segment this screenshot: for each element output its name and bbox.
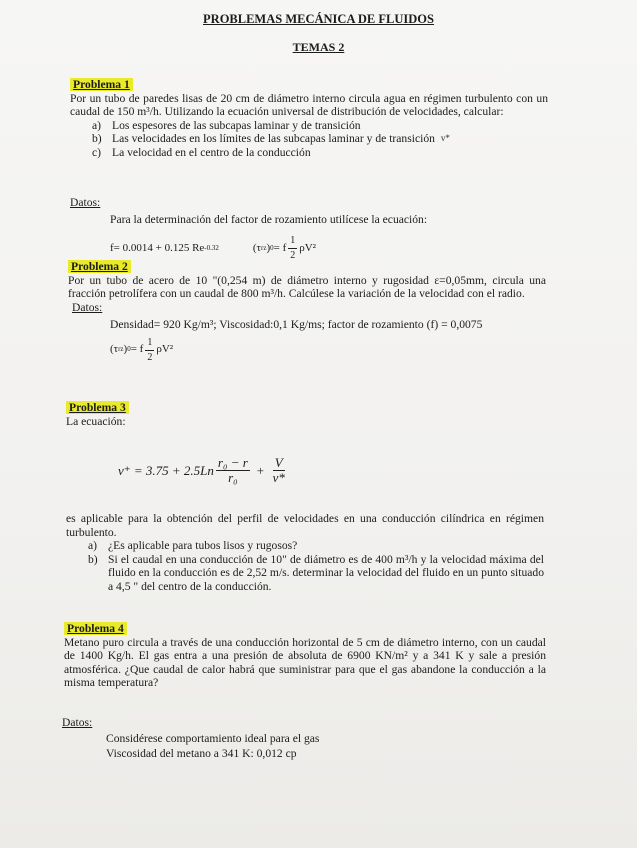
datos-line: Considérese comportamiento ideal para el gas	[106, 731, 320, 745]
problem-3-label: Problema 3	[66, 401, 129, 414]
datos-label: Datos:	[62, 716, 93, 729]
problem-4-label: Problema 4	[64, 622, 127, 635]
document-title: PROBLEMAS MECÁNICA DE FLUIDOS	[203, 12, 434, 26]
document-subtitle: TEMAS 2	[292, 40, 345, 54]
datos-text: Densidad= 920 Kg/m³; Viscosidad:0,1 Kg/ms; factor de rozamiento (f) = 0,0075	[110, 318, 483, 331]
problem-4-datos	[62, 716, 542, 761]
list-item: a) ¿Es aplicable para tubos lisos y rugosos?	[88, 539, 298, 552]
problem-1	[70, 78, 548, 159]
problem-3-items	[88, 539, 544, 593]
handwritten-note: v*	[440, 133, 450, 143]
datos-label: Datos:	[70, 196, 101, 209]
problem-4-text: Metano puro circula a través de una conducción horizontal de 5 cm de diámetro interno, con un caudal de 1400 Kg/h. El gas entra a una presión de absoluta de 6900 KN/m² y a 341 K y sale a presión atmosférica. ¿Que caudal de calor habrá que suministrar para que el gas abandone la conducción a la misma temperatura?	[64, 635, 546, 689]
datos-label: Datos:	[72, 300, 103, 314]
problem-4	[64, 622, 546, 690]
problem-1-datos	[70, 196, 548, 263]
friction-equation: f= 0.0014 + 0.125 Re -0.32 (τ rz ) 0 = f $\frac{1}{2}$ ρV²	[110, 235, 316, 261]
problem-1-label: Problema 1	[70, 78, 133, 91]
problem-3-body	[66, 512, 544, 593]
datos-text: Para la determinación del factor de rozamiento utilícese la ecuación:	[110, 212, 428, 226]
list-item: a) Los espesores de las subcapas laminar y de transición	[92, 118, 361, 132]
problem-2	[68, 260, 546, 365]
problem-1-text: Por un tubo de paredes lisas de 20 cm de diámetro interno circula agua en régimen turbulento con un caudal de 150 m³/h. Utilizando la ecuación universal de distribución de velocidades, calcular:	[70, 91, 548, 118]
list-item: b) Si el caudal en una conducción de 10" de diámetro es de 400 m³/h y la velocidad máxima del fluido en la conducción es de 2,52 m/s. determinar la velocidad del fluido en un punto situado a 4,5 " del centro de la conducción.	[88, 552, 544, 593]
problem-3-intro: La ecuación:	[66, 414, 126, 428]
shear-equation: (τ rz ) 0 = f $\frac{1}{2}$ ρV²	[110, 336, 174, 363]
problem-2-label: Problema 2	[68, 260, 131, 273]
problem-3-text: es aplicable para la obtención del perfil de velocidades en una conducción cilíndrica en régimen turbulento.	[66, 512, 544, 539]
problem-3	[66, 401, 546, 428]
problem-2-text: Por un tubo de acero de 10 "(0,254 m) de diámetro interno y rugosidad ε=0,05mm, circula una fracción petrolífera con un caudal de 800 m³/h. Calcúlese la variación de la velocidad con el radio.	[68, 273, 546, 300]
problem-1-items	[92, 119, 548, 160]
velocity-profile-equation: v⁺ = 3.75 + 2.5Ln $\frac{\text{r₀ − r}}{\text{r₀}}$ + $\frac{V}{v*}$	[118, 455, 285, 485]
list-item: c) La velocidad en el centro de la conducción	[92, 145, 311, 159]
datos-line: Viscosidad del metano a 341 K: 0,012 cp	[106, 747, 297, 760]
list-item: b) Las velocidades en los límites de las subcapas laminar y de transición v*	[92, 132, 450, 145]
